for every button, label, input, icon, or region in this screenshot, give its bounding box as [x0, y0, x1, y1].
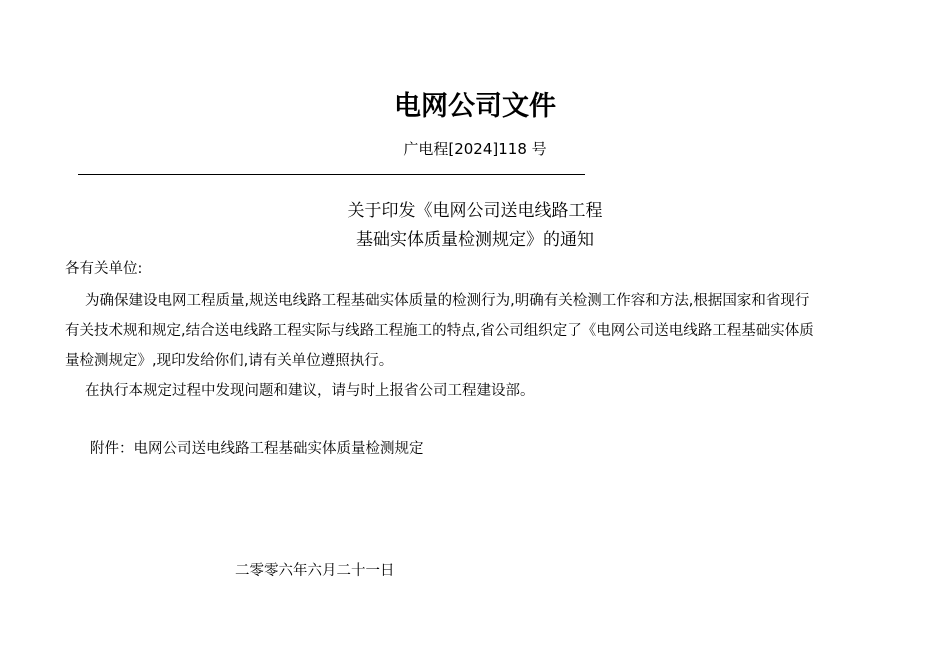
paragraph-1-line-2: 有关技术规和规定,结合送电线路工程实际与线路工程施工的特点,省公司组织定了《电网公司送电线路工程基础实体质 [65, 323, 814, 339]
salutation: 各有关单位: [65, 261, 143, 277]
notice-title [0, 197, 950, 255]
paragraph-2: 在执行本规定过程中发现问题和建议，请与时上报省公司工程建设部。 [85, 383, 535, 399]
document-title: 电网公司文件 [394, 91, 556, 122]
attachment-note: 附件：电网公司送电线路工程基础实体质量检测规定 [90, 441, 424, 457]
notice-title-line-1: 关于印发《电网公司送电线路工程 [347, 201, 603, 221]
paragraph-1-line-3: 量检测规定》,现印发给你们,请有关单位遵照执行。 [65, 353, 394, 369]
body-text [65, 286, 890, 406]
paragraph-1-line-1: 为确保建设电网工程质量,规送电线路工程基础实体质量的检测行为,明确有关检测工作容和方法,根据国家和省现行 [85, 293, 810, 309]
header-divider [78, 174, 585, 175]
document-number: 广电程[2024]118 号 [403, 140, 547, 158]
issue-date: 二零零六年六月二十一日 [235, 563, 395, 579]
notice-title-line-2: 基础实体质量检测规定》的通知 [356, 230, 594, 250]
